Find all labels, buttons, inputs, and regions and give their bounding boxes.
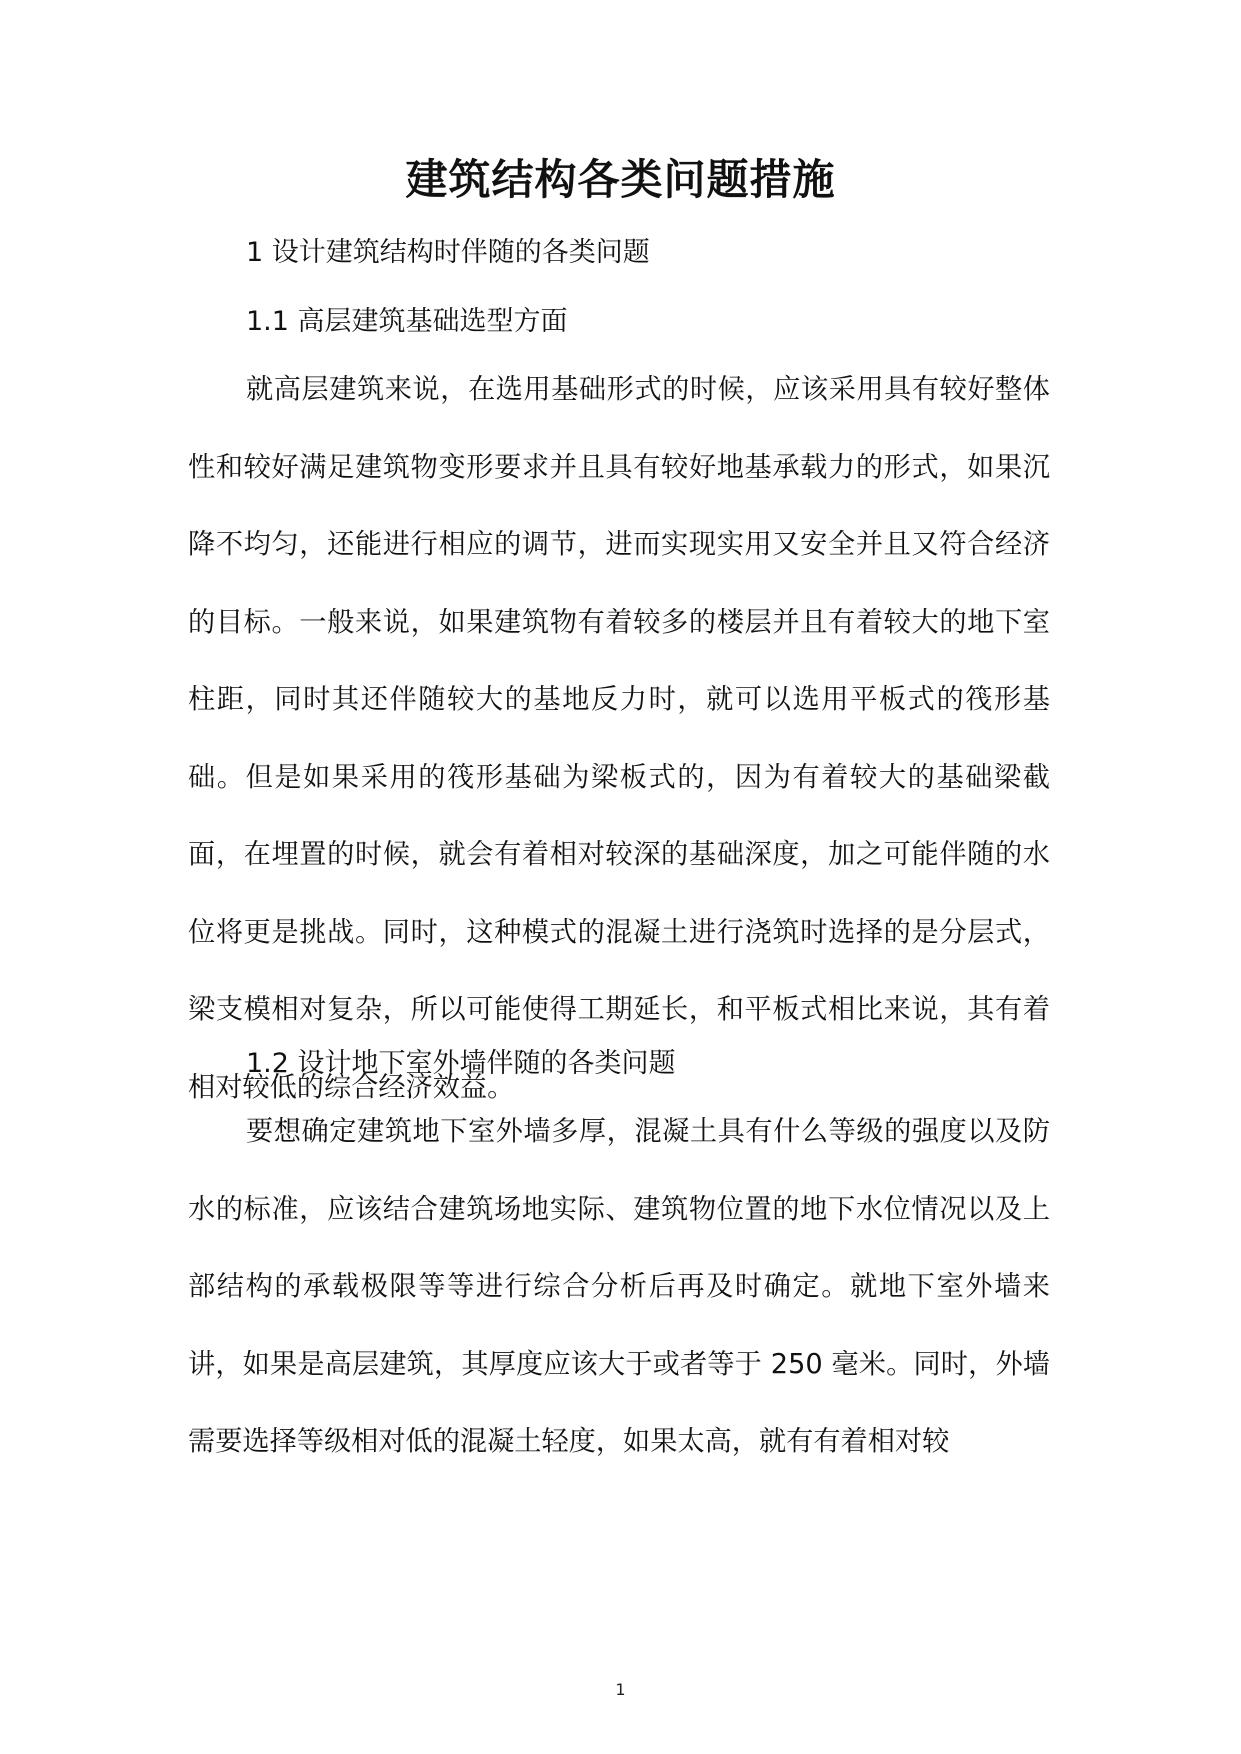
document-title: 建筑结构各类问题措施 bbox=[405, 155, 836, 204]
body-paragraph-1-1: 就高层建筑来说，在选用基础形式的时候，应该采用具有较好整体性和较好满足建筑物变形要求并且具有较好地基承载力的形式，如果沉降不均匀，还能进行相应的调节，进而实现实用又安全并且又符合经济的目标。一般来说，如果建筑物有着较多的楼层并且有着较大的地下室柱距，同时其还伴随较大的基地反力时，就可以选用平板式的筏形基础。但是如果采用的筏形基础为梁板式的，因为有着较大的基础梁截面，在埋置的时候，就会有着相对较深的基础深度，加之可能伴随的水位将更是挑战。同时，这种模式的混凝土进行浇筑时选择的是分层式，梁支模相对复杂，所以可能使得工期延长，和平板式相比来说，其有着相对较低的综合经济效益。 bbox=[188, 374, 1050, 1103]
body-paragraph-1-2: 要想确定建筑地下室外墙多厚，混凝土具有什么等级的强度以及防水的标准，应该结合建筑场地实际、建筑物位置的地下水位情况以及上部结构的承载极限等等进行综合分析后再及时确定。就地下室外墙来讲，如果是高层建筑，其厚度应该大于或者等于 250 毫米。同时，外墙需要选择等级相对低的混凝土轻度，如果太高，就有有着相对较 bbox=[188, 1116, 1050, 1457]
section-heading-1: 1 设计建筑结构时伴随的各类问题 bbox=[246, 237, 650, 268]
section-heading-1-1: 1.1 高层建筑基础选型方面 bbox=[246, 306, 568, 337]
page-number: 1 bbox=[615, 1680, 626, 1699]
section-heading-1-2: 1.2 设计地下室外墙伴随的各类问题 bbox=[246, 1048, 676, 1079]
